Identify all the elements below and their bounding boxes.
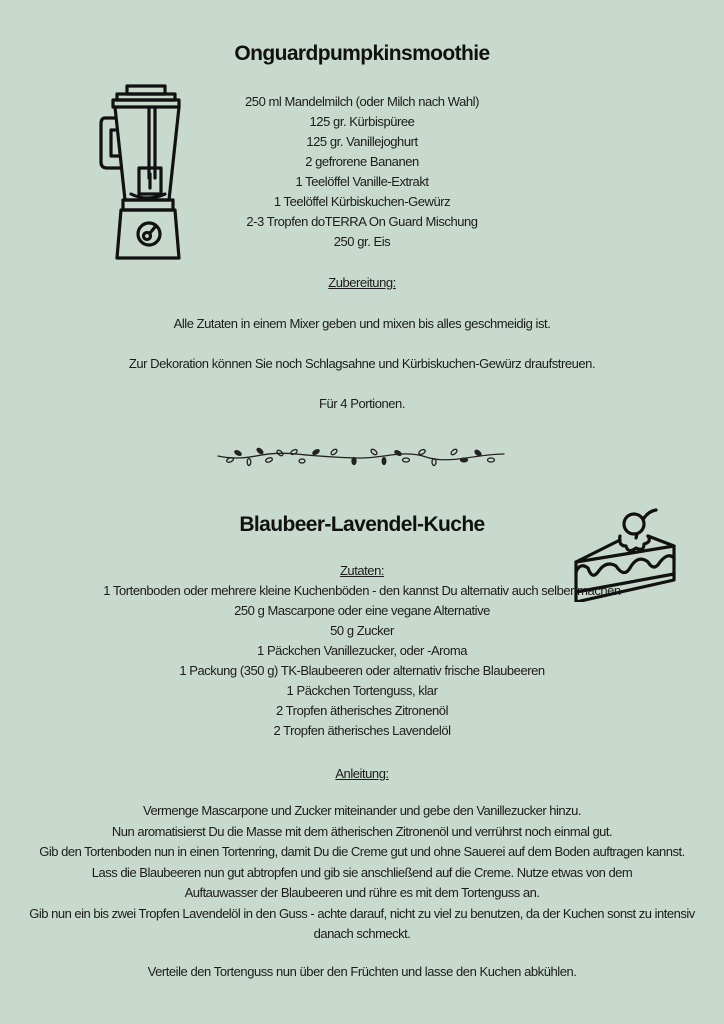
ingredient-line: 1 Päckchen Vanillezucker, oder -Aroma <box>257 643 467 658</box>
recipe2-closing: Verteile den Tortenguss nun über den Früchten und lasse den Kuchen abkühlen. <box>147 964 577 979</box>
recipe2-steps <box>10 801 714 945</box>
ingredient-line: 2 gefrorene Bananen <box>305 154 419 169</box>
ingredient-line: 125 gr. Kürbispüree <box>309 114 415 129</box>
ingredient-line: 1 Packung (350 g) TK-Blaubeeren oder alternativ frische Blaubeeren <box>179 663 545 678</box>
recipe2-step: Nun aromatisierst Du die Masse mit dem ätherischen Zitronenöl und verrührst noch einmal gut. <box>111 823 613 839</box>
ingredient-line: 2 Tropfen ätherisches Zitronenöl <box>275 703 449 718</box>
ingredient-line: 1 Teelöffel Vanille-Extrakt <box>295 174 429 189</box>
recipe1-title: Onguardpumpkinsmoothie <box>234 42 490 65</box>
ingredient-line: 250 g Mascarpone oder eine vegane Alternative <box>234 603 490 618</box>
recipe2-step: Lass die Blaubeeren nun gut abtropfen und gib sie anschließend auf die Creme. Nutze etwas von dem Auftauwasser der Blaubeeren und rühre es mit dem Tortenguss an. <box>91 864 633 900</box>
ingredient-line: 50 g Zucker <box>330 623 394 638</box>
ingredient-line: 250 ml Mandelmilch (oder Milch nach Wahl) <box>245 94 479 109</box>
recipe2-step: Gib nun ein bis zwei Tropfen Lavendelöl in den Guss - achte darauf, nicht zu viel zu benutzen, da der Kuchen sonst zu intensiv danach schmeckt. <box>29 905 695 941</box>
recipe2-step: Vermenge Mascarpone und Zucker miteinander und gebe den Vanillezucker hinzu. <box>143 803 581 818</box>
recipe1-servings: Für 4 Portionen. <box>318 396 405 411</box>
recipe2-title: Blaubeer-Lavendel-Kuche <box>239 513 485 536</box>
ingredient-line: 1 Päckchen Tortenguss, klar <box>286 683 438 698</box>
ingredient-line: 2 Tropfen ätherisches Lavendelöl <box>273 723 451 738</box>
recipe2-method-heading: Anleitung: <box>335 766 389 781</box>
ingredient-line: 1 Tortenboden oder mehrere kleine Kuchenböden - den kannst Du alternativ auch selber machen <box>103 583 621 598</box>
recipe2-step: Gib den Tortenboden nun in einen Tortenring, damit Du die Creme gut und ohne Sauerei auf dem Boden auftragen kannst. <box>39 844 685 859</box>
recipe1-method-heading: Zubereitung: <box>328 275 396 290</box>
cake-slice-icon <box>572 502 678 602</box>
ingredient-line: 2-3 Tropfen doTERRA On Guard Mischung <box>246 214 478 229</box>
recipe1-step: Alle Zutaten in einem Mixer geben und mixen bis alles geschmeidig ist. <box>173 316 551 331</box>
recipe2-ingredients-heading: Zutaten: <box>339 563 385 578</box>
ingredient-line: 125 gr. Vanillejoghurt <box>306 134 418 149</box>
ingredient-line: 250 gr. Eis <box>333 234 391 249</box>
ingredient-line: 1 Teelöffel Kürbiskuchen-Gewürz <box>273 194 451 209</box>
vine-divider-icon <box>216 446 506 468</box>
recipe1-step: Zur Dekoration können Sie noch Schlagsahne und Kürbiskuchen-Gewürz draufstreuen. <box>128 356 596 371</box>
